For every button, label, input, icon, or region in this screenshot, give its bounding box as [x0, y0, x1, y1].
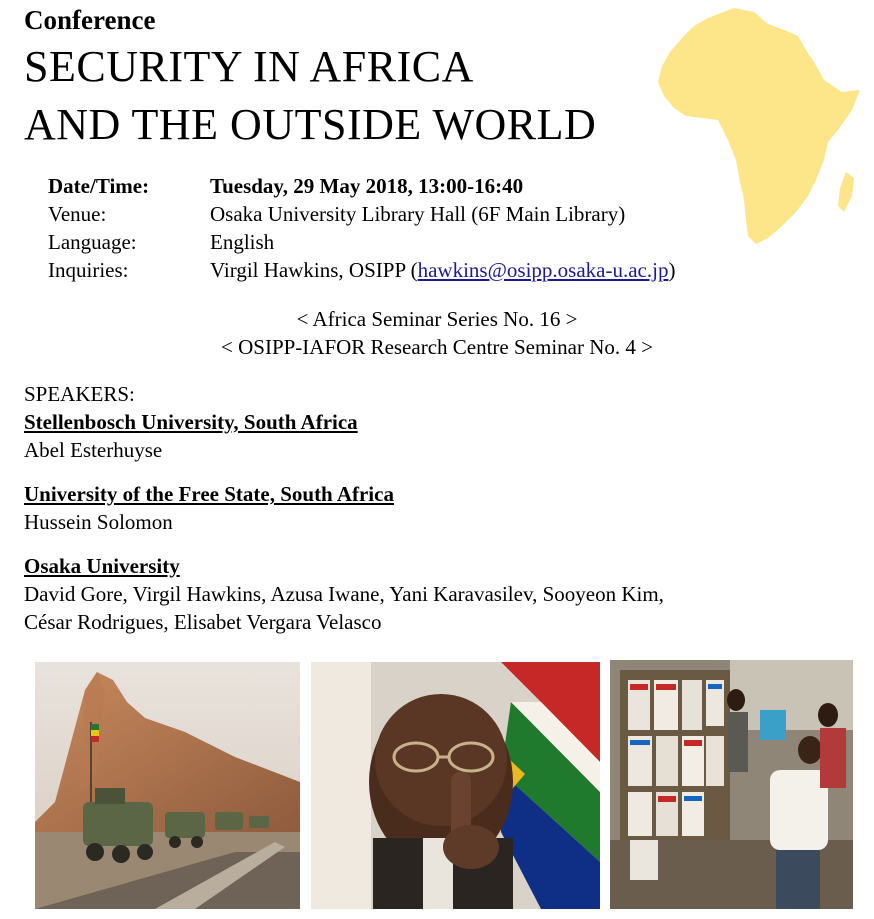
speakers-heading: SPEAKERS: — [24, 382, 135, 406]
language-row — [48, 228, 675, 256]
inquiries-value — [210, 256, 675, 284]
title-line-2: AND THE OUTSIDE WORLD — [24, 100, 597, 149]
org-osaka: Osaka University — [24, 554, 180, 578]
org-stellenbosch: Stellenbosch University, South Africa — [24, 410, 358, 434]
inquiries-row — [48, 256, 675, 284]
datetime-key: Date/Time: — [48, 174, 150, 198]
speakers-osaka-line-2: César Rodrigues, Elisabet Vergara Velasco — [24, 610, 382, 634]
venue-value: Osaka University Library Hall (6F Main Library) — [210, 202, 626, 226]
language-value: English — [210, 230, 275, 254]
inquiries-key: Inquiries: — [48, 258, 129, 282]
speakers-section — [24, 380, 664, 636]
portrait-photo — [311, 662, 600, 909]
datetime-row — [48, 172, 675, 200]
inquiries-contact: Virgil Hawkins, OSIPP ( — [210, 258, 418, 282]
speakers-stellenbosch: Abel Esterhuyse — [24, 438, 163, 462]
inquiries-close: ) — [668, 258, 676, 282]
datetime-value: Tuesday, 29 May 2018, 13:00-16:40 — [210, 174, 524, 198]
conference-label: Conference — [24, 5, 156, 35]
venue-row — [48, 200, 675, 228]
event-info — [48, 172, 675, 284]
newspaper-stand-photo — [610, 660, 853, 909]
africa-map-icon — [656, 0, 866, 250]
seminar-series — [0, 305, 874, 361]
org-free-state: University of the Free State, South Africa — [24, 482, 394, 506]
language-key: Language: — [48, 230, 137, 254]
speakers-free-state: Hussein Solomon — [24, 510, 173, 534]
armored-convoy-photo — [35, 662, 300, 909]
series-line-2: < OSIPP-IAFOR Research Centre Seminar No. 4 > — [221, 335, 653, 359]
series-line-1: < Africa Seminar Series No. 16 > — [296, 307, 578, 331]
title-line-1: SECURITY IN AFRICA — [24, 42, 474, 91]
venue-key: Venue: — [48, 202, 107, 226]
email-link[interactable]: hawkins@osipp.osaka-u.ac.jp — [417, 258, 669, 282]
speakers-osaka-line-1: David Gore, Virgil Hawkins, Azusa Iwane, Yani Karavasilev, Sooyeon Kim, — [24, 582, 664, 606]
